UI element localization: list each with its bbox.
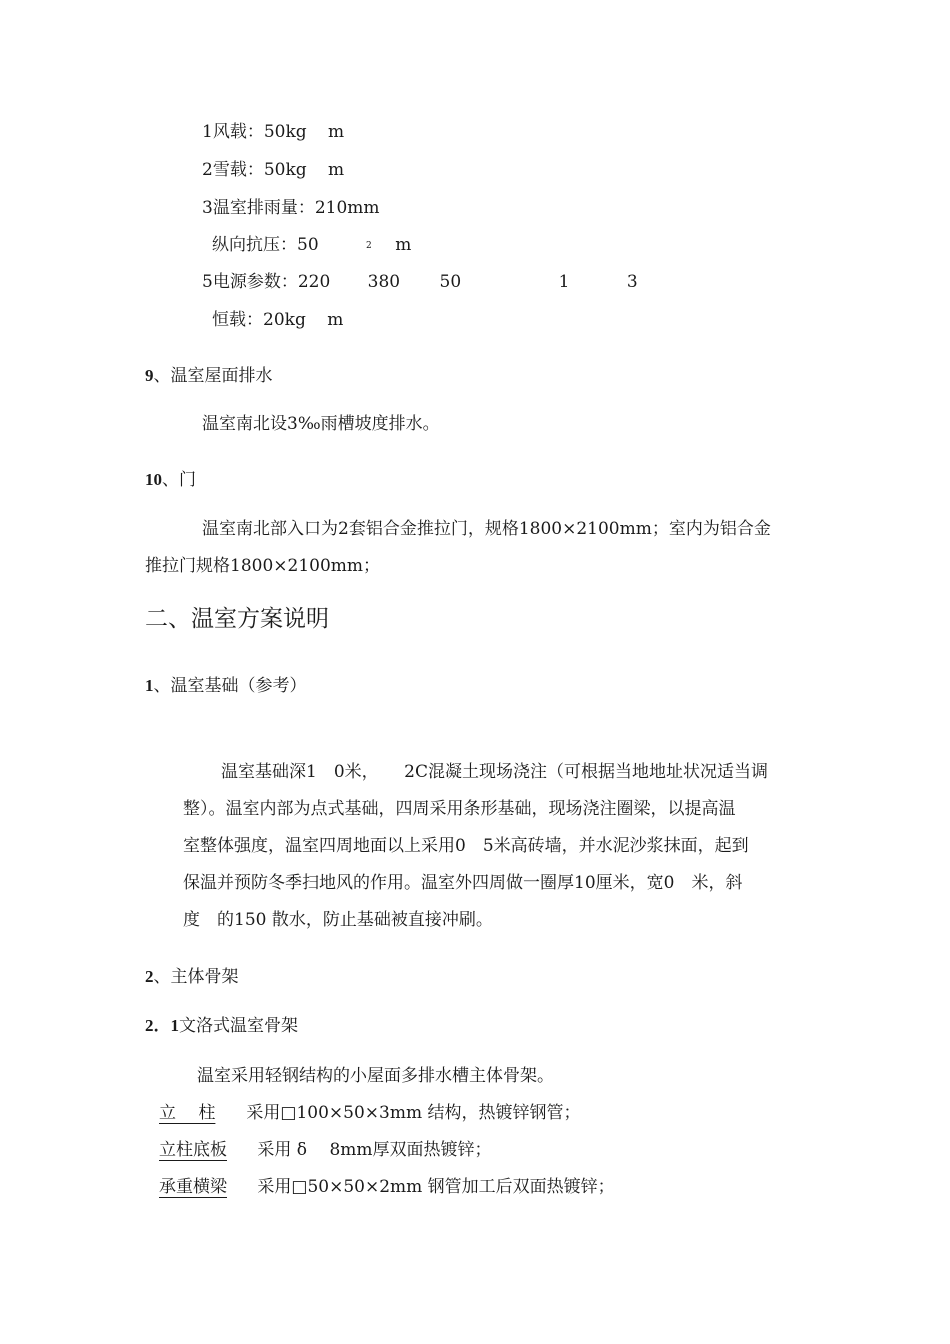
section-1-title: 、温室基础（参考）	[153, 676, 307, 696]
param-snow-per: m	[328, 160, 345, 180]
section-1-line: 室整体强度，温室四周地面以上采用0 5米高砖墙，并水泥沙浆抹面，起到	[183, 836, 749, 856]
param-power-v2: 380	[367, 272, 401, 292]
section-2-title: 、主体骨架	[153, 967, 239, 987]
param-dead-label: 恒载：20	[212, 310, 285, 330]
section-2-1-heading	[145, 1015, 298, 1037]
param-pressure-exp: 2	[366, 240, 372, 251]
section-10-line-2: 推拉门规格1800×2100mm；	[145, 556, 381, 576]
param-power-v5: 3	[626, 272, 638, 292]
param-snow	[202, 159, 344, 181]
section-10-line-1: 温室南北部入口为2套铝合金推拉门，规格1800×2100mm；室内为铝合金	[202, 519, 771, 539]
spec-desc: 采用 δ 8mm厚双面热镀锌；	[257, 1140, 492, 1160]
section-2-1-intro: 温室采用轻钢结构的小屋面多排水槽主体骨架。	[197, 1066, 554, 1086]
param-pressure	[212, 234, 411, 257]
section-1-line: 保温并预防冬季扫地风的作用。温室外四周做一圈厚10厘米，宽0 米，斜	[183, 873, 743, 893]
section-9-heading	[145, 365, 273, 387]
param-dead-per: m	[327, 310, 344, 330]
param-wind-unit: kg	[285, 122, 307, 142]
section-2-1-title: 文洛式温室骨架	[179, 1016, 298, 1036]
section-10-number: 10	[145, 470, 162, 489]
section-2-heading	[145, 966, 239, 988]
param-power-label: 5电源参数：220	[202, 272, 331, 292]
section-1-heading	[145, 675, 307, 697]
section-2-number: 2	[145, 967, 154, 986]
spec-item-beam	[159, 1176, 615, 1198]
param-power-v3: 50	[439, 272, 462, 292]
spec-item-base-plate	[159, 1139, 492, 1161]
param-snow-label: 2雪载：50	[202, 160, 286, 180]
section-1-number: 1	[145, 676, 154, 695]
section-2-1-number: 2．1	[145, 1016, 179, 1035]
spec-term: 立柱底板	[159, 1140, 227, 1160]
spec-desc: 采用□50×50×2mm 钢管加工后双面热镀锌；	[257, 1177, 615, 1197]
chapter-2-heading: 二、温室方案说明	[145, 606, 329, 632]
section-9-title: 、温室屋面排水	[153, 366, 273, 386]
param-power	[202, 271, 638, 293]
param-rain: 3温室排雨量：210mm	[202, 198, 380, 218]
section-1-line: 温室基础深1 0米， 2C混凝土现场浇注（可根据当地地址状况适当调	[221, 762, 768, 782]
param-pressure-label: 纵向抗压：50	[212, 235, 319, 255]
param-pressure-per: m	[395, 235, 412, 255]
spec-term: 承重横梁	[159, 1177, 227, 1197]
section-1-line: 整）。温室内部为点式基础，四周采用条形基础，现场浇注圈梁，以提高温	[183, 799, 736, 819]
spec-item-column	[159, 1102, 581, 1124]
section-9-text: 温室南北设3‰雨槽坡度排水。	[202, 414, 440, 434]
param-power-v4: 1	[558, 272, 570, 292]
spec-term: 立 柱	[159, 1103, 216, 1123]
section-1-paragraph	[183, 754, 807, 939]
section-10-heading	[145, 469, 196, 491]
param-wind-per: m	[328, 122, 345, 142]
param-dead-unit: kg	[284, 310, 306, 330]
section-1-line: 度 的150 散水，防止基础被直接冲刷。	[183, 910, 493, 930]
param-dead	[212, 309, 343, 331]
section-10-title: 、门	[162, 470, 196, 490]
param-wind-label: 1风载：50	[202, 122, 286, 142]
section-9-number: 9	[145, 366, 154, 385]
param-wind	[202, 121, 344, 143]
param-snow-unit: kg	[285, 160, 307, 180]
spec-desc: 采用□100×50×3mm 结构，热镀锌钢管；	[246, 1103, 581, 1123]
